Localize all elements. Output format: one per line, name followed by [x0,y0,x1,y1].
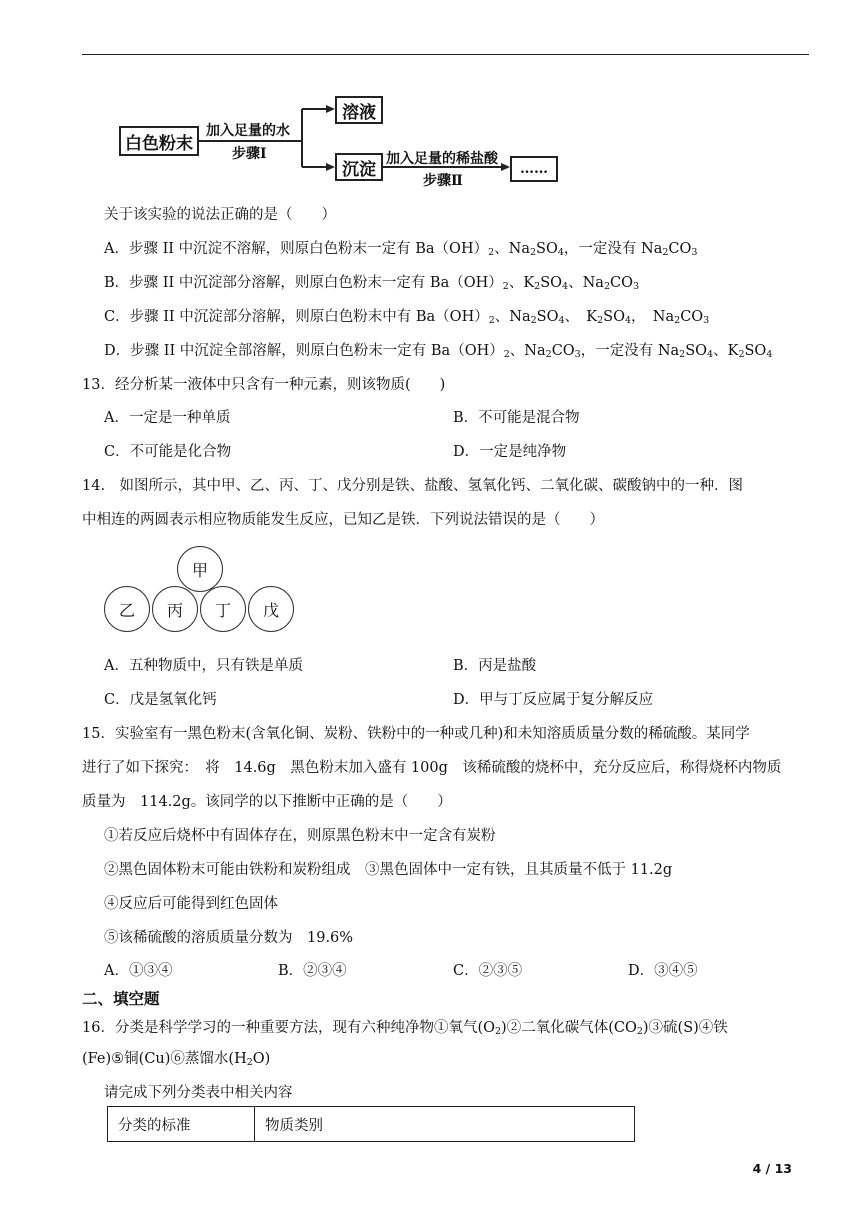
flow-box-precipitate: 沉淀 [335,153,383,181]
q15-option-a: A．①③④ [104,963,173,979]
q13-stem: 13．经分析某一液体中只含有一种元素，则该物质( ) [82,377,446,393]
circle-yi: 乙 [104,586,150,632]
q15-statement-2-3: ②黑色固体粉末可能由铁粉和炭粉组成 ③黑色固体中一定有铁，且其质量不低于 11.2g [104,862,673,878]
q13-option-a: A．一定是一种单质 [104,410,231,426]
step2-condition: 加入足量的稀盐酸 [386,151,498,167]
circle-jia: 甲 [177,546,223,592]
q13-option-c: C．不可能是化合物 [104,444,232,460]
section-heading: 二、填空题 [82,990,160,1008]
q14-option-b: B．丙是盐酸 [453,658,537,674]
flow-box-ellipsis: …… [510,156,558,182]
table-row [108,1107,635,1142]
q14-stem-line2: 中相连的两圆表示相应物质能发生反应，已知乙是铁．下列说法错误的是（ ） [82,512,604,528]
table-header-category: 物质类别 [255,1107,635,1142]
q12-option-a: A．步骤 II 中沉淀不溶解，则原白色粉末一定有 $Ba(OH)_2$、$Na_2SO_4$，一定没有 $Na_2CO_3$ [104,241,698,258]
q13-option-d: D．一定是纯净物 [453,444,567,460]
q14-stem-line1: 14. 如图所示，其中甲、乙、丙、丁、戊分别是铁、盐酸、氢氧化钙、二氧化碳、碳酸钠中的一种．图 [82,478,744,494]
q16-stem-line2: (Fe)⑤铜(Cu)⑥蒸馏水$(H_2O)$ [82,1051,271,1068]
circle-ding: 丁 [200,586,246,632]
q16-instruction: 请完成下列分类表中相关内容 [104,1085,293,1101]
q15-stem-line1: 15．实验室有一黑色粉末(含氧化铜、炭粉、铁粉中的一种或几种)和未知溶质质量分数的稀硫酸。某同学 [82,726,750,742]
q15-statement-5: ⑤该稀硫酸的溶质质量分数为 19.6% [104,930,354,946]
circle-bing: 丙 [152,586,198,632]
q12-option-b: B．步骤 II 中沉淀部分溶解，则原白色粉末一定有 $Ba(OH)_2$、$K_2SO_4$、$Na_2CO_3$ [104,275,640,292]
q15-option-c: C．②③⑤ [453,963,523,979]
q12-stem: 关于该实验的说法正确的是（ ） [104,207,336,223]
q16-stem-line1: 16．分类是科学学习的一种重要方法，现有六种纯净物①氧气$(O_2)②$二氧化碳气体$(CO_2)③$硫(S)④铁 [82,1020,728,1037]
q15-statement-4: ④反应后可能得到红色固体 [104,896,278,912]
q15-option-d: D．③④⑤ [628,963,698,979]
q15-stem-line2: 进行了如下探究： 将 14.6g 黑色粉末加入盛有 100g 该稀硫酸的烧杯中，充分反应后，称得烧杯内物质 [82,760,782,776]
step1-label: 步骤Ⅰ [232,146,267,162]
q12-option-c: C．步骤 II 中沉淀部分溶解，则原白色粉末中有 $Ba(OH)_2$、$Na_2SO_4$、 $K_2SO_4$， $Na_2CO_3$ [104,309,710,326]
q13-option-b: B．不可能是混合物 [453,410,580,426]
q14-option-d: D．甲与丁反应属于复分解反应 [453,692,654,708]
page-number: 4 / 13 [752,1161,792,1176]
flow-box-solution: 溶液 [335,96,383,124]
q15-stem-line3: 质量为 114.2g。该同学的以下推断中正确的是（ ） [82,794,452,810]
classification-table [107,1106,635,1142]
table-header-criterion: 分类的标准 [108,1107,255,1142]
q12-option-d: D．步骤 II 中沉淀全部溶解，则原白色粉末一定有 $Ba(OH)_2$、$Na_2CO_3$，一定没有 $Na_2SO_4$、$K_2SO_4$ [104,343,773,360]
q15-option-b: B．②③④ [278,963,347,979]
step1-condition: 加入足量的水 [206,123,290,139]
flow-box-powder: 白色粉末 [119,126,199,156]
q15-statement-1: ①若反应后烧杯中有固体存在，则原黑色粉末中一定含有炭粉 [104,828,496,844]
q14-option-c: C．戊是氢氧化钙 [104,692,217,708]
step2-label: 步骤Ⅱ [423,173,463,189]
circle-wu: 戊 [248,586,294,632]
q14-option-a: A．五种物质中，只有铁是单质 [104,658,303,674]
